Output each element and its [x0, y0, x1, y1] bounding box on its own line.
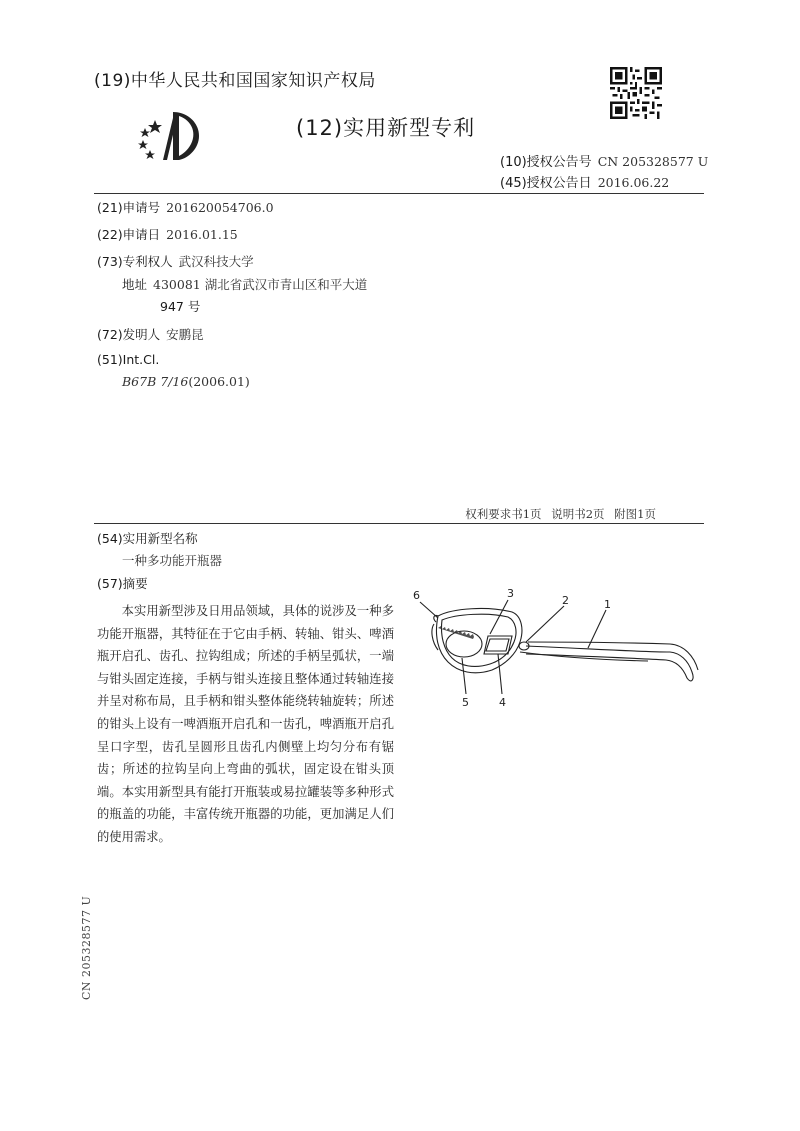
ipc-code: B67B 7/16 [122, 374, 189, 389]
utility-model-title: 一种多功能开瓶器 [122, 553, 223, 568]
page-count-info: 权利要求书1页 说明书2页 附图1页 [465, 507, 656, 521]
ipc-version: (2006.01) [188, 374, 250, 389]
office-name: (19)中华人民共和国国家知识产权局 [94, 71, 376, 91]
inventor-row [97, 325, 204, 343]
address-line1: 430081 湖北省武汉市青山区和平大道 [153, 277, 368, 292]
qr-code-icon [610, 67, 662, 119]
patentee: 武汉科技大学 [178, 254, 254, 269]
publication-date-row [500, 172, 669, 191]
publication-date: 2016.06.22 [597, 175, 670, 190]
patentee-row [97, 252, 254, 270]
figure-label-5: 5 [462, 696, 469, 709]
ipc-label: (51)Int.Cl. [97, 352, 160, 367]
bottle-opener-figure [408, 586, 708, 710]
application-number: 201620054706.0 [166, 200, 274, 215]
side-publication-number: CN 205328577 U [80, 895, 93, 1000]
title-label: (54)实用新型名称 [97, 531, 198, 546]
publication-number-label: (10)授权公告号 [500, 155, 592, 170]
publication-number: CN 205328577 U [597, 154, 709, 169]
cnipa-logo [133, 104, 209, 166]
inventor: 安鹏昆 [166, 327, 204, 342]
ipc-row [122, 374, 250, 389]
filing-date: 2016.01.15 [166, 227, 238, 242]
document-type: (12)实用新型专利 [296, 116, 476, 140]
publication-number-row [500, 151, 708, 170]
figure-label-1: 1 [604, 598, 611, 611]
figure-label-4: 4 [499, 696, 506, 709]
figure-label-2: 2 [562, 594, 569, 607]
filing-date-label: (22)申请日 [97, 227, 161, 242]
header-divider [94, 193, 704, 194]
figure-label-6: 6 [413, 589, 420, 602]
abstract-label: (57)摘要 [97, 576, 148, 591]
section-divider [94, 523, 704, 524]
address-label: 地址 [122, 277, 148, 292]
address-row [122, 275, 367, 293]
address-line2: 947 号 [160, 299, 201, 314]
publication-date-label: (45)授权公告日 [500, 176, 592, 191]
application-number-row [97, 198, 274, 216]
figure-label-3: 3 [507, 587, 514, 600]
application-number-label: (21)申请号 [97, 200, 161, 215]
filing-date-row [97, 225, 238, 243]
patentee-label: (73)专利权人 [97, 254, 173, 269]
abstract-text: 本实用新型涉及日用品领域，具体的说涉及一种多功能开瓶器，其特征在于它由手柄、转轴、钳头、啤酒瓶开启孔、齿孔、拉钩组成；所述的手柄呈弧状，一端与钳头固定连接，手柄与钳头连接且整体通过转轴连接并呈对称布局，且手柄和钳头整体能绕转轴旋转；所述的钳头上设有一啤酒瓶开启孔和一齿孔，啤酒瓶开启孔呈口字型，齿孔呈圆形且齿孔内侧壁上均匀分布有锯齿；所述的拉钩呈向上弯曲的弧状，固定设在钳头顶端。本实用新型具有能打开瓶装或易拉罐装等多种形式的瓶盖的功能，丰富传统开瓶器的功能，更加满足人们的使用需求。 [97, 604, 394, 844]
inventor-label: (72)发明人 [97, 327, 161, 342]
